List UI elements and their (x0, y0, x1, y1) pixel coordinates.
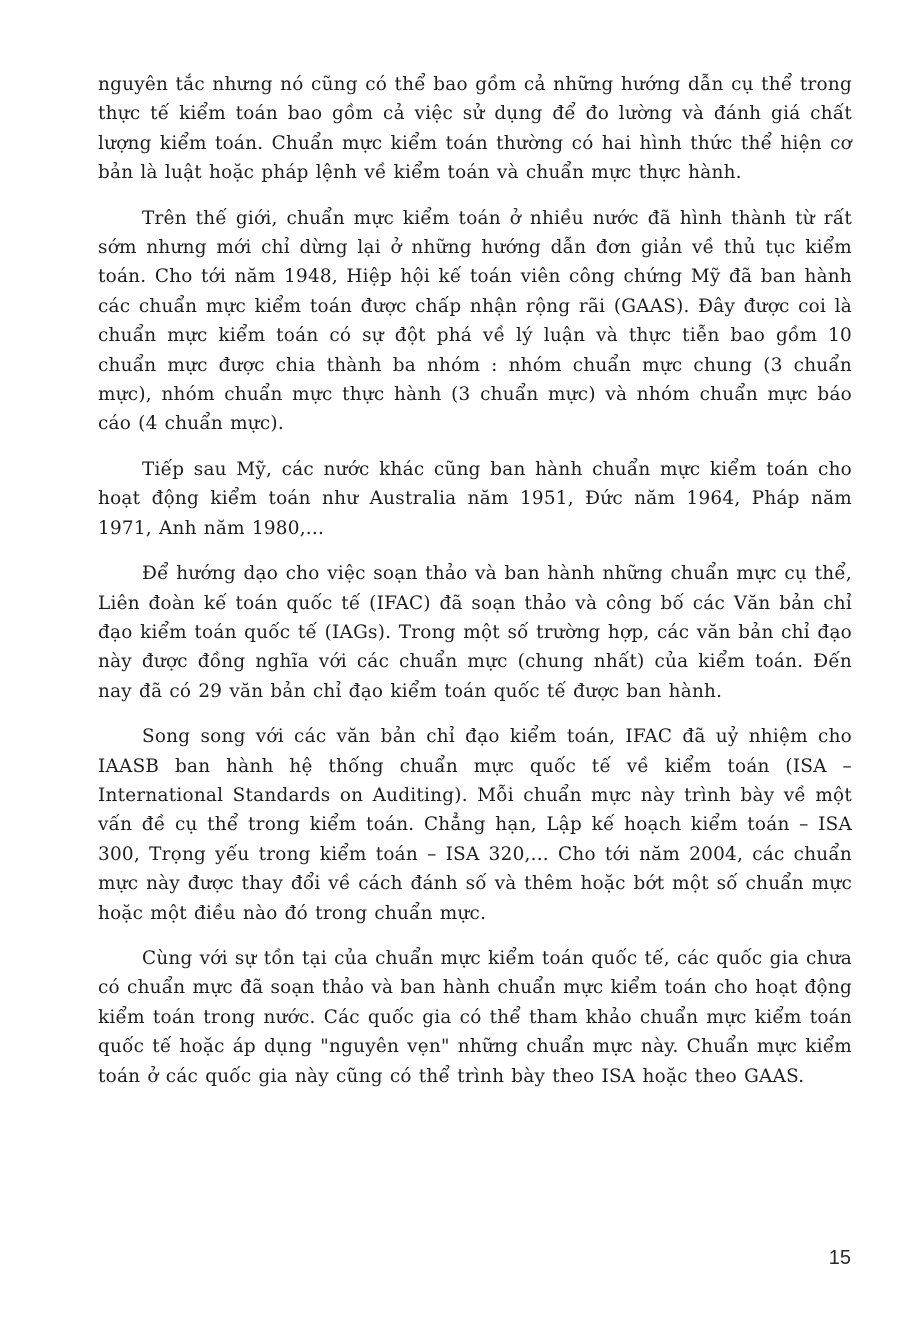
page-number: 15 (828, 1247, 851, 1269)
paragraph-ifac-iags: Để hướng dạo cho việc soạn thảo và ban hành những chuẩn mực cụ thể, Liên đoàn kế toán quốc tế (IFAC) đã soạn thảo và công bố các Văn bản chỉ đạo kiểm toán quốc tế (IAGs). Trong một số trường hợp, các văn bản chỉ đạo này được đồng nghĩa với các chuẩn mực (chung nhất) của kiểm toán. Đến nay đã có 29 văn bản chỉ đạo kiểm toán quốc tế được ban hành. (98, 563, 852, 702)
paragraph-other-countries: Tiếp sau Mỹ, các nước khác cũng ban hành chuẩn mực kiểm toán cho hoạt động kiểm toán như Australia năm 1951, Đức năm 1964, Pháp năm 1971, Anh năm 1980,... (98, 458, 852, 539)
body-text (98, 70, 852, 1091)
paragraph-continuation: nguyên tắc nhưng nó cũng có thể bao gồm cả những hướng dẫn cụ thể trong thực tế kiểm toán bao gồm cả việc sử dụng để đo lường và đánh giá chất lượng kiểm toán. Chuẩn mực kiểm toán thường có hai hình thức thể hiện cơ bản là luật hoặc pháp lệnh về kiểm toán và chuẩn mực thực hành. (98, 74, 852, 184)
paragraph-world-history: Trên thế giới, chuẩn mực kiểm toán ở nhiều nước đã hình thành từ rất sớm nhưng mới chỉ dừng lại ở những hướng dẫn đơn giản về thủ tục kiểm toán. Cho tới năm 1948, Hiệp hội kế toán viên công chứng Mỹ đã ban hành các chuẩn mực kiểm toán được chấp nhận rộng rãi (GAAS). Đây được coi là chuẩn mực kiểm toán có sự đột phá về lý luận và thực tiễn bao gồm 10 chuẩn mực được chia thành ba nhóm : nhóm chuẩn mực chung (3 chuẩn mực), nhóm chuẩn mực thực hành (3 chuẩn mực) và nhóm chuẩn mực báo cáo (4 chuẩn mực). (98, 207, 852, 435)
paragraph-iaasb-isa: Song song với các văn bản chỉ đạo kiểm toán, IFAC đã uỷ nhiệm cho IAASB ban hành hệ thống chuẩn mực quốc tế về kiểm toán (ISA – International Standards on Auditing). Mỗi chuẩn mực này trình bày về một vấn đề cụ thể trong kiểm toán. Chẳng hạn, Lập kế hoạch kiểm toán – ISA 300, Trọng yếu trong kiểm toán – ISA 320,... Cho tới năm 2004, các chuẩn mực này được thay đổi về cách đánh số và thêm hoặc bớt một số chuẩn mực hoặc một điều nào đó trong chuẩn mực. (98, 726, 852, 924)
paragraph-national-standards: Cùng với sự tồn tại của chuẩn mực kiểm toán quốc tế, các quốc gia chưa có chuẩn mực đã soạn thảo và ban hành chuẩn mực kiểm toán cho hoạt động kiểm toán trong nước. Các quốc gia có thể tham khảo chuẩn mực kiểm toán quốc tế hoặc áp dụng "nguyên vẹn" những chuẩn mực này. Chuẩn mực kiểm toán ở các quốc gia này cũng có thể trình bày theo ISA hoặc theo GAAS. (98, 947, 852, 1087)
